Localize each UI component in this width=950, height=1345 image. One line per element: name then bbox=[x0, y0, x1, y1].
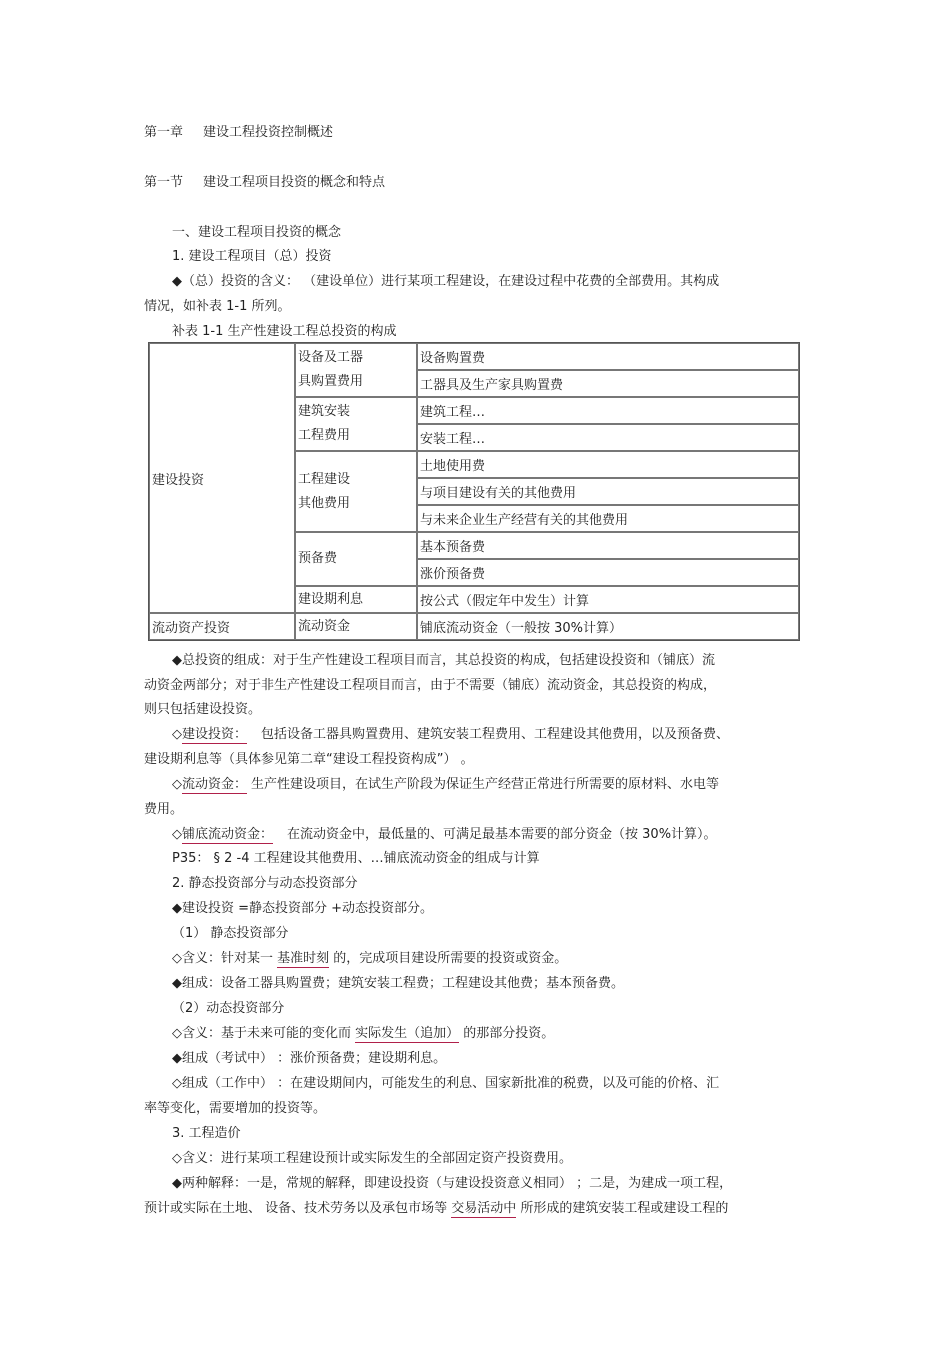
table-caption: 补表 1-1 生产性建设工程总投资的构成 bbox=[172, 324, 397, 339]
item-project-other: 与项目建设有关的其他费用 bbox=[417, 478, 799, 505]
working-capital-def: ◇流动资金： 生产性建设项目，在试生产阶段为保证生产经营正常进行所需要的原材料、水电等 bbox=[172, 777, 720, 792]
meaning-line2: 情况，如补表 1-1 所列。 bbox=[144, 299, 291, 314]
working-capital-term: 流动资金： bbox=[182, 777, 248, 792]
construction-invest-def: ◇建设投资： 包括设备工器具购置费用、建筑安装工程费用、工程建设其他费用，以及预备费、 bbox=[172, 727, 730, 742]
cat-equipment: 设备及工器 具购置费用 bbox=[295, 343, 417, 397]
sub2-heading: 2. 静态投资部分与动态投资部分 bbox=[172, 876, 358, 891]
static-heading: （1） 静态投资部分 bbox=[172, 926, 289, 941]
construction-invest-line2: 建设期利息等（具体参见第二章“建设工程投资构成”） 。 bbox=[144, 752, 474, 767]
sub1-heading: 1. 建设工程项目（总）投资 bbox=[172, 249, 332, 264]
section-heading: 第一节 建设工程项目投资的概念和特点 bbox=[144, 175, 386, 190]
cat-interest: 建设期利息 bbox=[295, 586, 417, 613]
cost-meaning: ◇含义：进行某项工程建设预计或实际发生的全部固定资产投资费用。 bbox=[172, 1151, 572, 1166]
composition-line2: 动资金两部分；对于非生产性建设工程项目而言，由于不需要（铺底）流动资金，其总投资的构成， bbox=[144, 678, 717, 693]
base-capital-term: 铺底流动资金： bbox=[182, 827, 274, 842]
static-term: 基准时刻 bbox=[277, 951, 330, 966]
item-equipment-purchase: 设备购置费 bbox=[417, 343, 799, 370]
item-tools-purchase: 工器具及生产家具购置费 bbox=[417, 370, 799, 397]
dynamic-term: 实际发生（追加） bbox=[355, 1026, 460, 1041]
item-installation-works: 安装工程… bbox=[417, 424, 799, 451]
item-interest-formula: 按公式（假定年中发生）计算 bbox=[417, 586, 799, 613]
cat-working-capital: 流动资金 bbox=[295, 613, 417, 640]
item-basic-reserve: 基本预备费 bbox=[417, 532, 799, 559]
static-meaning: ◇含义：针对某一 基准时刻 的，完成项目建设所需要的投资或资金。 bbox=[172, 951, 568, 966]
reference-line: P35： § 2 -4 工程建设其他费用、…铺底流动资金的组成与计算 bbox=[172, 851, 540, 866]
working-capital-line2: 费用。 bbox=[144, 802, 184, 817]
dynamic-work-line1: ◇组成（工作中） ：在建设期间内，可能发生的利息、国家新批准的税费，以及可能的价格、汇 bbox=[172, 1076, 720, 1091]
trade-activity-term: 交易活动中 bbox=[451, 1201, 517, 1216]
cat-reserve: 预备费 bbox=[295, 532, 417, 586]
cat-other-costs: 工程建设 其他费用 bbox=[295, 451, 417, 532]
investment-formula: ◆建设投资 =静态投资部分 +动态投资部分。 bbox=[172, 901, 434, 916]
item-land-use: 土地使用费 bbox=[417, 451, 799, 478]
composition-line1: ◆总投资的组成：对于生产性建设工程项目而言，其总投资的构成，包括建设投资和（铺底）流 bbox=[172, 653, 715, 668]
item-price-reserve: 涨价预备费 bbox=[417, 559, 799, 586]
chapter-heading: 第一章 建设工程投资控制概述 bbox=[144, 125, 334, 140]
construction-invest-term: 建设投资： bbox=[182, 727, 248, 742]
base-capital-def: ◇铺底流动资金： 在流动资金中，最低量的、可满足最基本需要的部分资金（按 30%计算）。 bbox=[172, 827, 717, 842]
composition-line3: 则只包括建设投资。 bbox=[144, 702, 262, 717]
two-meanings-line2: 预计或实际在土地、 设备、技术劳务以及承包市场等 交易活动中 所形成的建筑安装工程或建设工程的 bbox=[144, 1201, 729, 1216]
sub3-heading: 3. 工程造价 bbox=[172, 1126, 241, 1141]
cat-installation: 建筑安装 工程费用 bbox=[295, 397, 417, 451]
group-construction-investment: 建设投资 bbox=[149, 343, 295, 613]
dynamic-work-line2: 率等变化，需要增加的投资等。 bbox=[144, 1101, 327, 1116]
item-building-works: 建筑工程… bbox=[417, 397, 799, 424]
static-composition: ◆组成：设备工器具购置费；建筑安装工程费；工程建设其他费；基本预备费。 bbox=[172, 976, 624, 991]
item-base-working-capital: 铺底流动资金（一般按 30%计算） bbox=[417, 613, 799, 640]
dynamic-meaning: ◇含义：基于未来可能的变化而 实际发生（追加） 的那部分投资。 bbox=[172, 1026, 555, 1041]
meaning-line1: ◆（总）投资的含义： （建设单位）进行某项工程建设，在建设过程中花费的全部费用。其构成 bbox=[172, 274, 720, 289]
two-meanings-line1: ◆两种解释：一是，常规的解释，即建设投资（与建设投资意义相同） ；二是，为建成一项工程， bbox=[172, 1176, 733, 1191]
item-future-operation: 与未来企业生产经营有关的其他费用 bbox=[417, 505, 799, 532]
group-current-assets: 流动资产投资 bbox=[149, 613, 295, 640]
investment-table bbox=[148, 342, 800, 641]
dynamic-heading: （2）动态投资部分 bbox=[172, 1001, 285, 1016]
part1-heading: 一、建设工程项目投资的概念 bbox=[172, 225, 342, 240]
dynamic-exam: ◆组成（考试中） ：涨价预备费；建设期利息。 bbox=[172, 1051, 447, 1066]
